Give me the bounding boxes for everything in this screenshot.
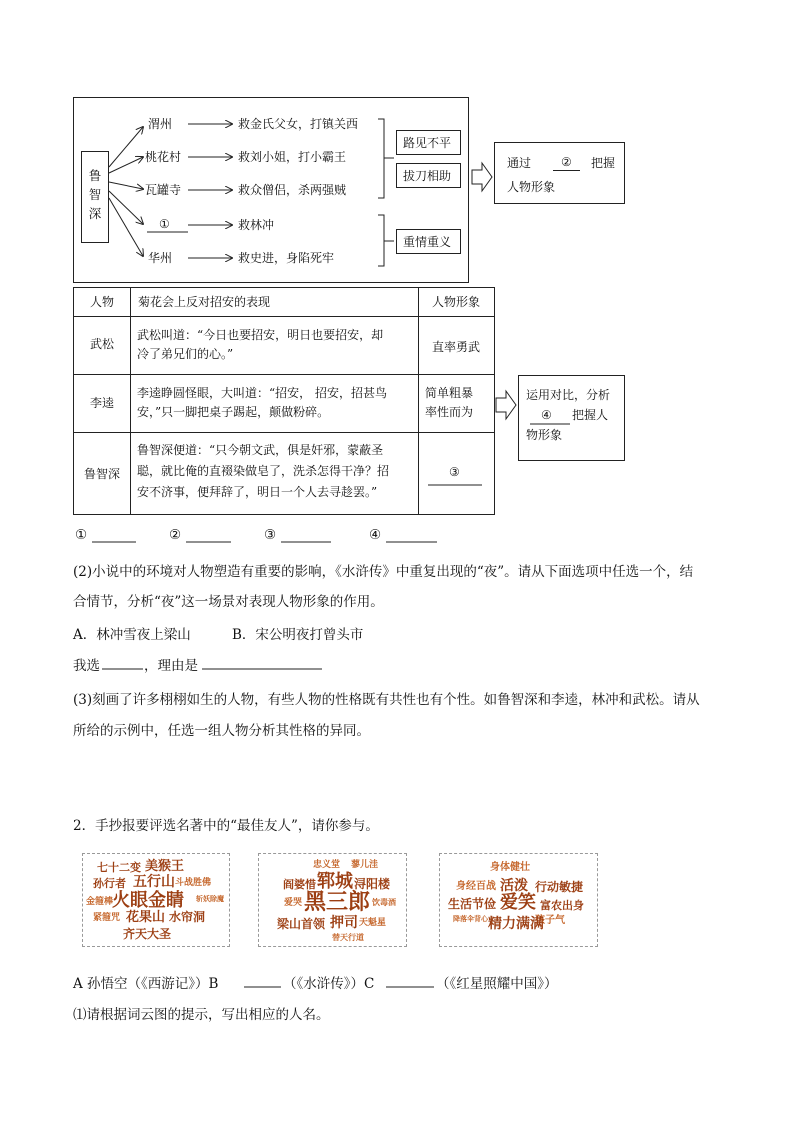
- result-top-suffix: 把握: [591, 156, 616, 170]
- result-top-line2: 人物形象: [507, 180, 556, 194]
- center-node-label: 鲁智深: [88, 168, 102, 221]
- trait-label-3: 重情重义: [403, 235, 452, 249]
- branch-line-3: [109, 182, 143, 189]
- bracket-bottom: [378, 215, 394, 266]
- branch-deed-4: 救林冲: [238, 218, 275, 232]
- trait-label-1: 路见不平: [403, 136, 452, 150]
- table-header-image: 人物形象: [432, 295, 481, 309]
- q3-text-line-2: 所给的示例中，任选一组人物分析其性格的异同。: [73, 723, 370, 739]
- result-bottom-suffix: 把握人: [572, 408, 609, 422]
- branch-line-2: [109, 157, 143, 173]
- answer-label-1: ①: [75, 527, 88, 543]
- result-bottom-line3: 物形象: [526, 428, 563, 442]
- table-header-behavior: 菊花会上反对招安的表现: [138, 295, 271, 309]
- table-row-divider: [73, 316, 495, 317]
- hollow-arrow-bottom: [496, 391, 516, 419]
- answer-label-2: ②: [169, 527, 182, 543]
- branch-line-1: [109, 127, 143, 167]
- q2-text-line-2: 合情节，分析“夜”这一场景对表现人物形象的作用。: [73, 594, 384, 610]
- branch-deed-5: 救史进，身陷死牢: [238, 251, 335, 265]
- branch-place-1: 渭州: [148, 117, 173, 131]
- bracket-top: [378, 119, 394, 198]
- table-row-1-text: 武松叫道：“今日也要招安，明日也要招安，却 冷了弟兄们的心。”: [137, 328, 384, 361]
- result-top-blank: ②: [553, 156, 580, 171]
- word-cloud-c: 身体健壮 身经百战 活泼 行动敏捷 生活节俭 爱笑 富农出身 降落伞背心 孩子气 精力满满: [439, 853, 598, 947]
- trait-label-2: 拔刀相助: [403, 169, 452, 183]
- q-2-label-b: （《水浒传》）C: [283, 976, 375, 992]
- branch-deed-1: 救金氏父女，打镇关西: [238, 117, 359, 131]
- branch-deed-2: 救刘小姐，打小霸王: [238, 150, 347, 164]
- table-col-divider: [418, 287, 419, 515]
- table-row-3-name: 鲁智深: [84, 467, 121, 481]
- branch-place-4: ①: [159, 217, 170, 231]
- result-bottom-blank: ④: [541, 408, 552, 422]
- branch-place-3: 瓦罐寺: [145, 183, 182, 197]
- table-row-2-image: 简单粗暴 率性而为: [425, 386, 474, 419]
- q2-option-b: B．宋公明夜打曾头市: [232, 627, 364, 643]
- branch-deed-3: 救众僧侣，杀两强贼: [238, 183, 347, 197]
- word-cloud-b: 忠义堂 蓼儿洼 阎婆惜 郓城 浔阳楼 爱哭 黑三郎 饮毒酒 梁山首领 押司 天魁星 替天行道: [258, 853, 407, 947]
- table-row-1-image: 直率勇武: [432, 340, 481, 354]
- table-row-2-text: 李逵睁圆怪眼，大叫道：“招安， 招安，招甚鸟 安，”只一脚把桌子踢起，颠做粉碎。: [137, 386, 387, 419]
- result-box-top: [494, 142, 625, 204]
- result-top-prefix: 通过: [507, 156, 532, 170]
- q2-choose-label: 我选: [73, 658, 100, 674]
- q-2-sub-1: ⑴请根据词云图的提示，写出相应的人名。: [73, 1007, 330, 1023]
- table-header-person: 人物: [90, 295, 115, 309]
- q-2-title: 2．手抄报要评选名著中的“最佳友人”，请你参与。: [73, 818, 379, 834]
- table-row-divider: [73, 432, 495, 433]
- answer-label-4: ④: [369, 527, 382, 543]
- table-row-3-text: 鲁智深便道：“只今朝文武，俱是奸邪，蒙蔽圣 聪，就比俺的直裰染做皂了，洗杀怎得干净？招 安不济事，便拜辞了，明日一个人去寻趁罢。”: [137, 443, 390, 499]
- q2-reason-label: ，理由是: [144, 658, 198, 674]
- hollow-arrow-top: [472, 163, 492, 191]
- result-bottom-line1: 运用对比，分析: [526, 388, 611, 402]
- table-row-divider: [73, 374, 495, 375]
- table-row-3-image: ③: [449, 465, 460, 479]
- q-2-label-a: A 孙悟空（《西游记》）B: [73, 976, 219, 992]
- branch-place-2: 桃花村: [145, 150, 182, 164]
- word-cloud-a: 七十二变 美猴王 孙行者 五行山 斗战胜佛 火眼金睛 金箍棒 斩妖除魔 紧箍咒 花果山 水帘洞 齐天大圣: [82, 853, 230, 947]
- q2-option-a: A．林冲雪夜上梁山: [73, 627, 191, 643]
- q2-text-line-1: (2)小说中的环境对人物塑造有重要的影响，《水浒传》中重复出现的“夜”。请从下面选项中任选一个，结: [73, 564, 694, 580]
- branch-line-5: [109, 198, 143, 256]
- branch-place-5: 华州: [148, 251, 173, 265]
- q3-text-line-1: (3)刻画了许多栩栩如生的人物，有些人物的性格既有共性也有个性。如鲁智深和李逵，林冲和武松。请从: [73, 692, 700, 708]
- table-row-1-name: 武松: [90, 337, 115, 351]
- q-2-label-c: （《红星照耀中国》）: [436, 976, 558, 992]
- table-row-2-name: 李逵: [90, 396, 115, 410]
- answer-label-3: ③: [264, 527, 277, 543]
